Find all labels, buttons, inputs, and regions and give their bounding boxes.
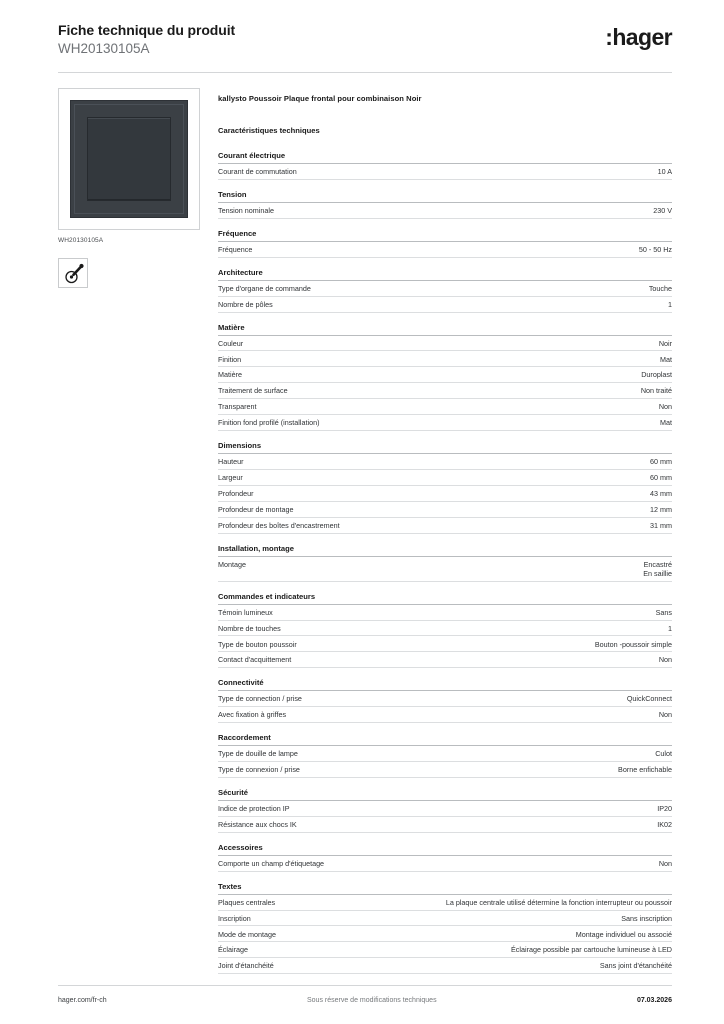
spec-value: 1 xyxy=(668,623,672,633)
spec-group xyxy=(218,323,672,431)
spec-row xyxy=(218,895,672,911)
spec-value: 10 A xyxy=(657,167,672,177)
spec-row xyxy=(218,817,672,833)
spec-value: 12 mm xyxy=(650,504,672,514)
header-titles xyxy=(58,22,235,57)
spec-label: Largeur xyxy=(218,472,243,482)
spec-value: 1 xyxy=(668,299,672,309)
spec-label: Comporte un champ d'étiquetage xyxy=(218,858,325,868)
spec-group-title: Dimensions xyxy=(218,441,672,454)
spec-value: Touche xyxy=(648,283,672,293)
spec-group xyxy=(218,843,672,872)
spec-row xyxy=(218,926,672,942)
product-image xyxy=(58,88,200,230)
spec-label: Finition xyxy=(218,354,242,364)
spec-row xyxy=(218,621,672,637)
spec-value: Encastré En saillie xyxy=(643,559,672,578)
spec-label: Résistance aux chocs IK xyxy=(218,819,297,829)
spec-row xyxy=(218,652,672,668)
spec-value: Non xyxy=(658,655,672,665)
spec-group xyxy=(218,544,672,582)
footer-disclaimer: Sous réserve de modifications techniques xyxy=(307,997,437,1004)
spec-label: Contact d'acquittement xyxy=(218,655,292,665)
spec-label: Avec fixation à griffes xyxy=(218,710,287,720)
spec-value: Culot xyxy=(655,749,672,759)
spec-group-title: Connectivité xyxy=(218,678,672,691)
spec-row xyxy=(218,605,672,621)
spec-row xyxy=(218,942,672,958)
product-media-column xyxy=(58,88,200,288)
spec-value: 60 mm xyxy=(650,457,672,467)
spec-row xyxy=(218,911,672,927)
spec-row xyxy=(218,636,672,652)
spec-value: Borne enfichable xyxy=(618,765,672,775)
switch-pictogram-icon xyxy=(58,258,88,288)
spec-group-title: Courant électrique xyxy=(218,151,672,164)
spec-label: Type d'organe de commande xyxy=(218,283,311,293)
spec-value: 43 mm xyxy=(650,488,672,498)
spec-group xyxy=(218,678,672,723)
spec-label: Montage xyxy=(218,559,246,569)
footer-divider xyxy=(58,985,672,986)
spec-value: La plaque centrale utilisé détermine la fonction interrupteur ou poussoir xyxy=(445,897,672,907)
footer-date: 07.03.2026 xyxy=(636,997,672,1004)
spec-value: Sans joint d'étanchéité xyxy=(599,961,672,971)
spec-value: Non xyxy=(658,402,672,412)
spec-row xyxy=(218,856,672,872)
spec-row xyxy=(218,486,672,502)
spec-label: Plaques centrales xyxy=(218,897,276,907)
spec-label: Tension nominale xyxy=(218,206,274,215)
spec-label: Type de douille de lampe xyxy=(218,749,298,759)
spec-value: IP20 xyxy=(657,803,672,813)
footer-website[interactable]: hager.com/fr-ch xyxy=(58,997,107,1004)
product-plate-graphic xyxy=(70,100,188,218)
spec-label: Type de connection / prise xyxy=(218,694,302,704)
spec-label: Indice de protection IP xyxy=(218,803,290,813)
spec-label: Mode de montage xyxy=(218,929,276,939)
product-name: kallysto Poussoir Plaque frontal pour combinaison Noir xyxy=(218,94,422,103)
spec-row xyxy=(218,691,672,707)
product-image-caption: WH20130105A xyxy=(58,237,104,244)
spec-label: Finition fond profilé (installation) xyxy=(218,418,320,428)
spec-label: Fréquence xyxy=(218,244,253,254)
spec-row xyxy=(218,336,672,352)
spec-row xyxy=(218,383,672,399)
spec-group xyxy=(218,151,672,180)
spec-group-title: Commandes et indicateurs xyxy=(218,592,672,605)
spec-label: Nombre de touches xyxy=(218,623,281,633)
spec-label: Type de bouton poussoir xyxy=(218,639,297,649)
spec-value: Non traité xyxy=(640,386,672,396)
spec-value: IK02 xyxy=(657,819,672,829)
spec-value: Noir xyxy=(658,338,672,348)
spec-value: 31 mm xyxy=(650,520,672,530)
spec-row xyxy=(218,557,672,582)
spec-label: Profondeur des boîtes d'encastrement xyxy=(218,520,340,530)
hager-logo: :hager xyxy=(605,24,672,50)
spec-label: Matière xyxy=(218,370,242,380)
spec-value: QuickConnect xyxy=(626,694,672,704)
spec-row xyxy=(218,203,672,219)
product-rocker-graphic xyxy=(87,117,171,201)
spec-label: Éclairage xyxy=(218,945,248,955)
spec-row xyxy=(218,470,672,486)
spec-row xyxy=(218,367,672,383)
spec-group-title: Fréquence xyxy=(218,229,672,242)
spec-label: Couleur xyxy=(218,338,244,348)
product-reference: WH20130105A xyxy=(58,40,150,56)
spec-value: Sans inscription xyxy=(621,913,672,923)
spec-group xyxy=(218,229,672,258)
spec-row xyxy=(218,242,672,258)
spec-value: 50 - 50 Hz xyxy=(638,244,672,254)
section-title: Caractéristiques techniques xyxy=(218,126,320,135)
spec-label: Type de connexion / prise xyxy=(218,765,300,775)
spec-group xyxy=(218,268,672,313)
spec-label: Inscription xyxy=(218,913,251,923)
spec-row xyxy=(218,958,672,974)
spec-row xyxy=(218,164,672,180)
spec-label: Joint d'étanchéité xyxy=(218,961,274,971)
spec-group-title: Raccordement xyxy=(218,733,672,746)
spec-label: Profondeur de montage xyxy=(218,504,294,514)
spec-row xyxy=(218,281,672,297)
spec-group-title: Tension xyxy=(218,190,672,203)
spec-value: Bouton -poussoir simple xyxy=(594,639,672,649)
spec-label: Témoin lumineux xyxy=(218,607,273,617)
spec-group xyxy=(218,190,672,219)
spec-row xyxy=(218,399,672,415)
spec-row xyxy=(218,518,672,534)
header-divider xyxy=(58,72,672,73)
spec-group-title: Architecture xyxy=(218,268,672,281)
spec-label: Courant de commutation xyxy=(218,167,297,177)
spec-value: Duroplast xyxy=(641,370,672,380)
spec-row xyxy=(218,801,672,817)
spec-label: Traitement de surface xyxy=(218,386,288,396)
spec-value: Mat xyxy=(660,354,672,364)
spec-row xyxy=(218,297,672,313)
spec-row xyxy=(218,707,672,723)
spec-label: Transparent xyxy=(218,402,257,412)
spec-value: Montage individuel ou associé xyxy=(575,929,672,939)
spec-row xyxy=(218,454,672,470)
page-footer xyxy=(58,997,672,1004)
spec-group-title: Matière xyxy=(218,323,672,336)
spec-row xyxy=(218,746,672,762)
spec-group-title: Textes xyxy=(218,882,672,895)
spec-group xyxy=(218,592,672,669)
spec-label: Nombre de pôles xyxy=(218,299,273,309)
page-header xyxy=(0,0,724,72)
spec-row xyxy=(218,351,672,367)
spec-value: Sans xyxy=(655,607,672,617)
spec-label: Hauteur xyxy=(218,457,244,467)
spec-value: Éclairage possible par cartouche lumineuse à LED xyxy=(510,945,672,955)
spec-group xyxy=(218,788,672,833)
spec-row xyxy=(218,415,672,431)
spec-value: 60 mm xyxy=(650,472,672,482)
spec-group xyxy=(218,733,672,778)
page-title: Fiche technique du produit xyxy=(58,22,236,38)
spec-group xyxy=(218,441,672,534)
spec-value: Non xyxy=(658,710,672,720)
spec-value: Mat xyxy=(660,418,672,428)
spec-label: Profondeur xyxy=(218,488,254,498)
spec-sheet-content xyxy=(218,94,672,984)
spec-group-title: Installation, montage xyxy=(218,544,672,557)
spec-group xyxy=(218,882,672,975)
spec-value: 230 V xyxy=(653,206,672,215)
spec-value: Non xyxy=(658,858,672,868)
spec-group-title: Sécurité xyxy=(218,788,672,801)
spec-row xyxy=(218,762,672,778)
spec-groups xyxy=(218,151,672,974)
spec-group-title: Accessoires xyxy=(218,843,672,856)
spec-row xyxy=(218,502,672,518)
